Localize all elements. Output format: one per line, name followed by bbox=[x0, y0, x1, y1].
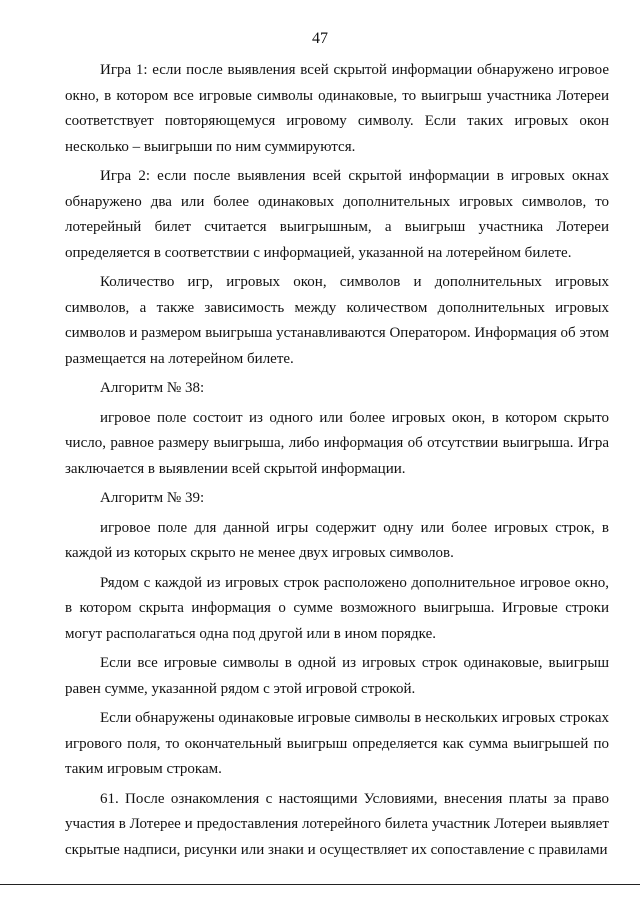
page-number: 47 bbox=[312, 30, 328, 47]
paragraph-game-1: Игра 1: если после выявления всей скрытой информации обнаружено игровое окно, в котором все игровые символы одинаковые, то выигрыш участника Лотереи соответствует повторяющемуся игровому символу. Если таких игровых окон несколько – выигрыши по ним суммируются. bbox=[65, 62, 609, 155]
paragraph-multiple-rows: Если обнаружены одинаковые игровые символы в нескольких игровых строках игрового поля, то окончательный выигрыш определяется как сумма выигрышей по таким игровым строкам. bbox=[65, 710, 609, 777]
paragraph-game-2: Игра 2: если после выявления всей скрытой информации в игровых окнах обнаружено два или более одинаковых дополнительных игровых символов, то лотерейный билет считается выигрышным, а выигрыш участника Лотереи определяется в соответствии с информацией, указанной на лотерейном билете. bbox=[65, 168, 609, 261]
document-body bbox=[65, 58, 609, 867]
paragraph-additional-window: Рядом с каждой из игровых строк расположено дополнительное игровое окно, в котором скрыта информация о сумме возможного выигрыша. Игровые строки могут располагаться одна под другой или в ином порядке. bbox=[65, 574, 609, 642]
paragraph-game-count: Количество игр, игровых окон, символов и дополнительных игровых символов, а также зависимость между количеством дополнительных игровых символов и размером выигрыша устанавливаются Оператором. Информация об этом размещается на лотерейном билете. bbox=[65, 274, 609, 367]
paragraph-section-61: 61. После ознакомления с настоящими Условиями, внесения платы за право участия в Лотерее и предоставления лотерейного билета участник Лотереи выявляет скрытые надписи, рисунки или знаки и осуществляет их сопоставление с правилами bbox=[65, 790, 609, 858]
paragraph-algorithm-38: игровое поле состоит из одного или более игровых окон, в котором скрыто число, равное размеру выигрыша, либо информация об отсутствии выигрыша. Игра заключается в выявлении всей скрытой информации. bbox=[65, 409, 609, 477]
paragraph-same-symbols: Если все игровые символы в одной из игровых строк одинаковые, выигрыш равен сумме, указанной рядом с этой игровой строкой. bbox=[65, 655, 609, 697]
heading-algorithm-38: Алгоритм № 38: bbox=[100, 380, 205, 396]
paragraph-algorithm-39: игровое поле для данной игры содержит одну или более игровых строк, в каждой из которых скрыто не менее двух игровых символов. bbox=[65, 519, 609, 561]
page-bottom-rule bbox=[0, 884, 640, 885]
heading-algorithm-39: Алгоритм № 39: bbox=[100, 490, 205, 506]
